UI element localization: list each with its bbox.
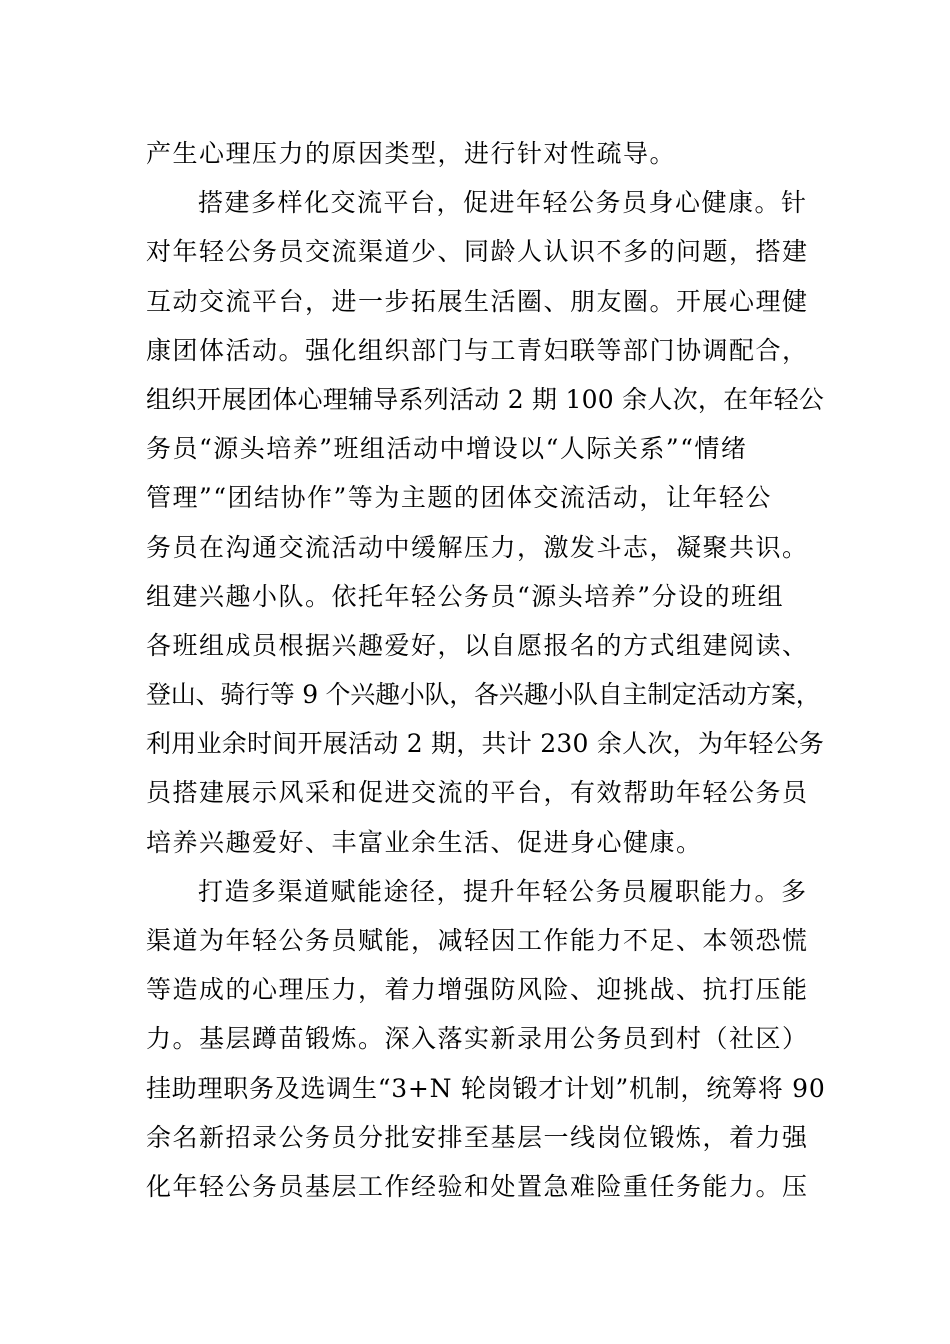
text-line-19: 力。基层蹲苗锻炼。深入落实新录用公务员到村（社区）	[146, 1024, 809, 1054]
text-line-6: 组织开展团体心理辅导系列活动 2 期 100 余人次，在年轻公	[146, 384, 825, 414]
text-line-15: 培养兴趣爱好、丰富业余生活、促进身心健康。	[146, 827, 703, 857]
text-line-22: 化年轻公务员基层工作经验和处置急难险重任务能力。压	[146, 1171, 809, 1201]
text-line-3: 对年轻公务员交流渠道少、同龄人认识不多的问题，搭建	[146, 237, 809, 267]
text-line-4: 互动交流平台，进一步拓展生活圈、朋友圈。开展心理健	[146, 286, 809, 316]
text-line-16: 打造多渠道赋能途径，提升年轻公务员履职能力。多	[198, 876, 808, 906]
text-line-2: 搭建多样化交流平台，促进年轻公务员身心健康。针	[198, 188, 808, 218]
text-line-12: 登山、骑行等 9 个兴趣小队，各兴趣小队自主制定活动方案，	[146, 680, 821, 710]
text-line-18: 等造成的心理压力，着力增强防风险、迎挑战、抗打压能	[146, 975, 809, 1005]
text-line-14: 员搭建展示风采和促进交流的平台，有效帮助年轻公务员	[146, 778, 809, 808]
text-line-8: 管理”“团结协作”等为主题的团体交流活动，让年轻公	[146, 483, 772, 513]
text-line-20: 挂助理职务及选调生“3+N 轮岗锻才计划”机制，统筹将 90	[146, 1073, 826, 1103]
text-line-11: 各班组成员根据兴趣爱好，以自愿报名的方式组建阅读、	[146, 630, 809, 660]
text-line-5: 康团体活动。强化组织部门与工青妇联等部门协调配合，	[146, 335, 809, 365]
text-line-1: 产生心理压力的原因类型，进行针对性疏导。	[146, 139, 677, 168]
text-line-13: 利用业余时间开展活动 2 期，共计 230 余人次，为年轻公务	[146, 729, 825, 759]
text-line-9: 务员在沟通交流活动中缓解压力，激发斗志，凝聚共识。	[146, 532, 809, 562]
text-line-17: 渠道为年轻公务员赋能，减轻因工作能力不足、本领恐慌	[146, 926, 809, 955]
text-line-10: 组建兴趣小队。依托年轻公务员“源头培养”分设的班组	[146, 581, 785, 611]
document-body	[146, 129, 826, 1211]
text-line-21: 余名新招录公务员分批安排至基层一线岗位锻炼，着力强	[146, 1122, 809, 1152]
text-line-7: 务员“源头培养”班组活动中增设以“人际关系”“情绪	[146, 434, 748, 464]
